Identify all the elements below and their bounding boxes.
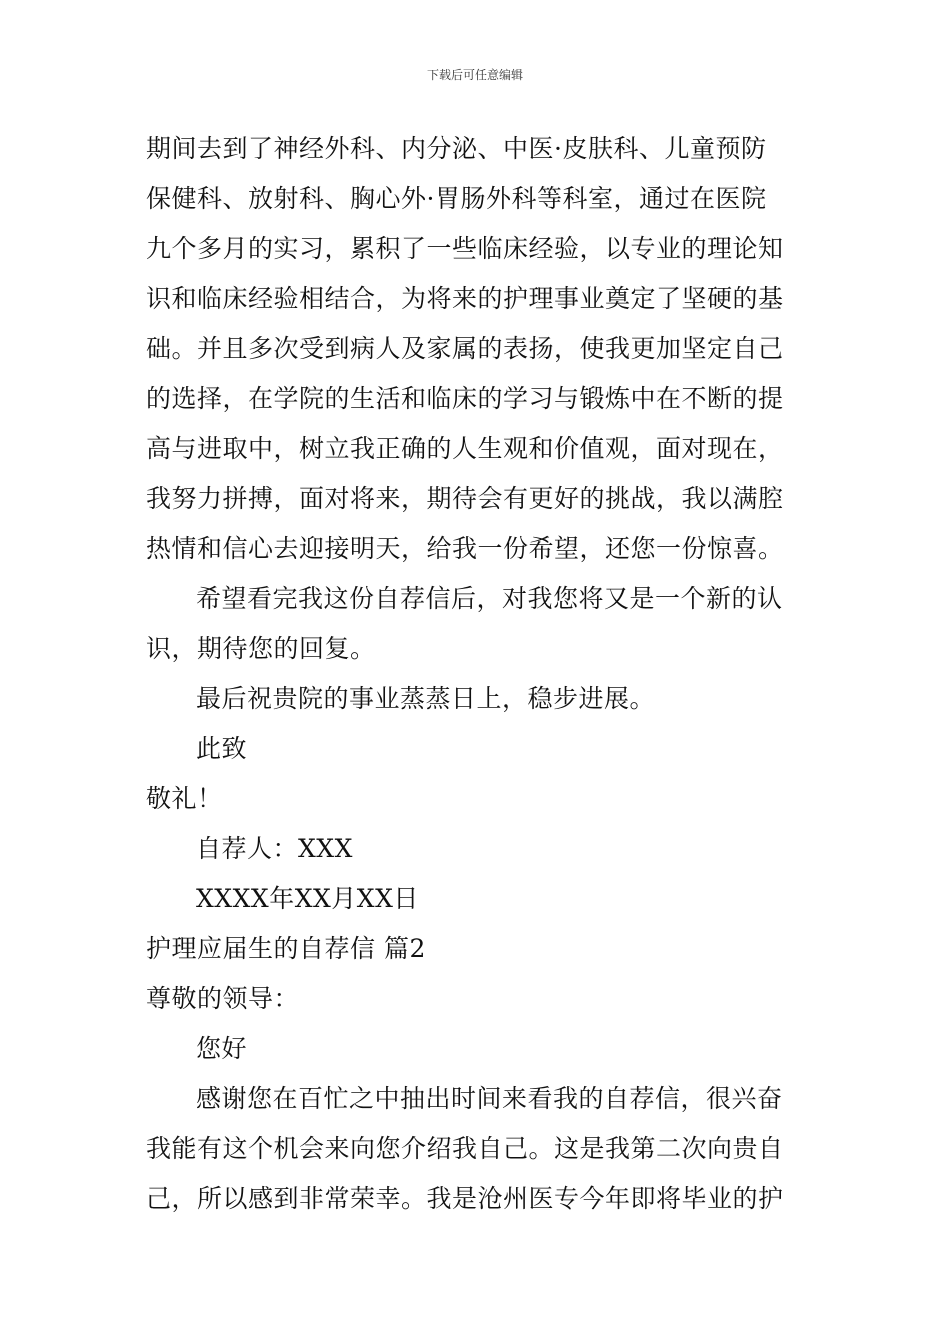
text-line: 我努力拼搏，面对将来，期待会有更好的挑战，我以满腔 — [146, 484, 784, 513]
text-line: 的选择，在学院的生活和临床的学习与锻炼中在不断的提 — [146, 384, 784, 413]
text-line: 高与进取中，树立我正确的人生观和价值观，面对现在， — [146, 434, 784, 463]
text-line: 最后祝贵院的事业蒸蒸日上，稳步进展。 — [196, 684, 656, 713]
text-line: 九个多月的实习，累积了一些临床经验，以专业的理论知 — [146, 234, 784, 263]
text-line: 我能有这个机会来向您介绍我自己。这是我第二次向贵自 — [146, 1134, 784, 1163]
text-line: 希望看完我这份自荐信后，对我您将又是一个新的认 — [196, 584, 783, 613]
text-line: 期间去到了神经外科、内分泌、中医·皮肤科、儿童预防 — [146, 134, 767, 163]
greeting-line: 尊敬的领导： — [146, 984, 300, 1013]
text-line: 识和临床经验相结合，为将来的护理事业奠定了坚硬的基 — [146, 284, 784, 313]
text-line: 识，期待您的回复。 — [146, 634, 376, 663]
signature-line: 自荐人：XXX — [196, 834, 353, 863]
text-line: 己，所以感到非常荣幸。我是沧州医专今年即将毕业的护 — [146, 1184, 784, 1213]
document-body — [146, 124, 810, 1224]
text-line: 热情和信心去迎接明天，给我一份希望，还您一份惊喜。 — [146, 534, 784, 563]
text-line: 础。并且多次受到病人及家属的表扬，使我更加坚定自己 — [146, 334, 784, 363]
date-line: XXXX年XX月XX日 — [196, 884, 419, 913]
greeting-line: 您好 — [196, 1034, 248, 1063]
salutation-line: 敬礼！ — [146, 784, 223, 813]
text-line: 感谢您在百忙之中抽出时间来看我的自荐信，很兴奋 — [196, 1084, 783, 1113]
closing-line: 此致 — [196, 734, 248, 763]
section-title: 护理应届生的自荐信 篇2 — [146, 934, 426, 963]
text-line: 保健科、放射科、胸心外·胃肠外科等科室，通过在医院 — [146, 184, 767, 213]
page-header: 下载后可任意编辑 — [426, 68, 523, 82]
